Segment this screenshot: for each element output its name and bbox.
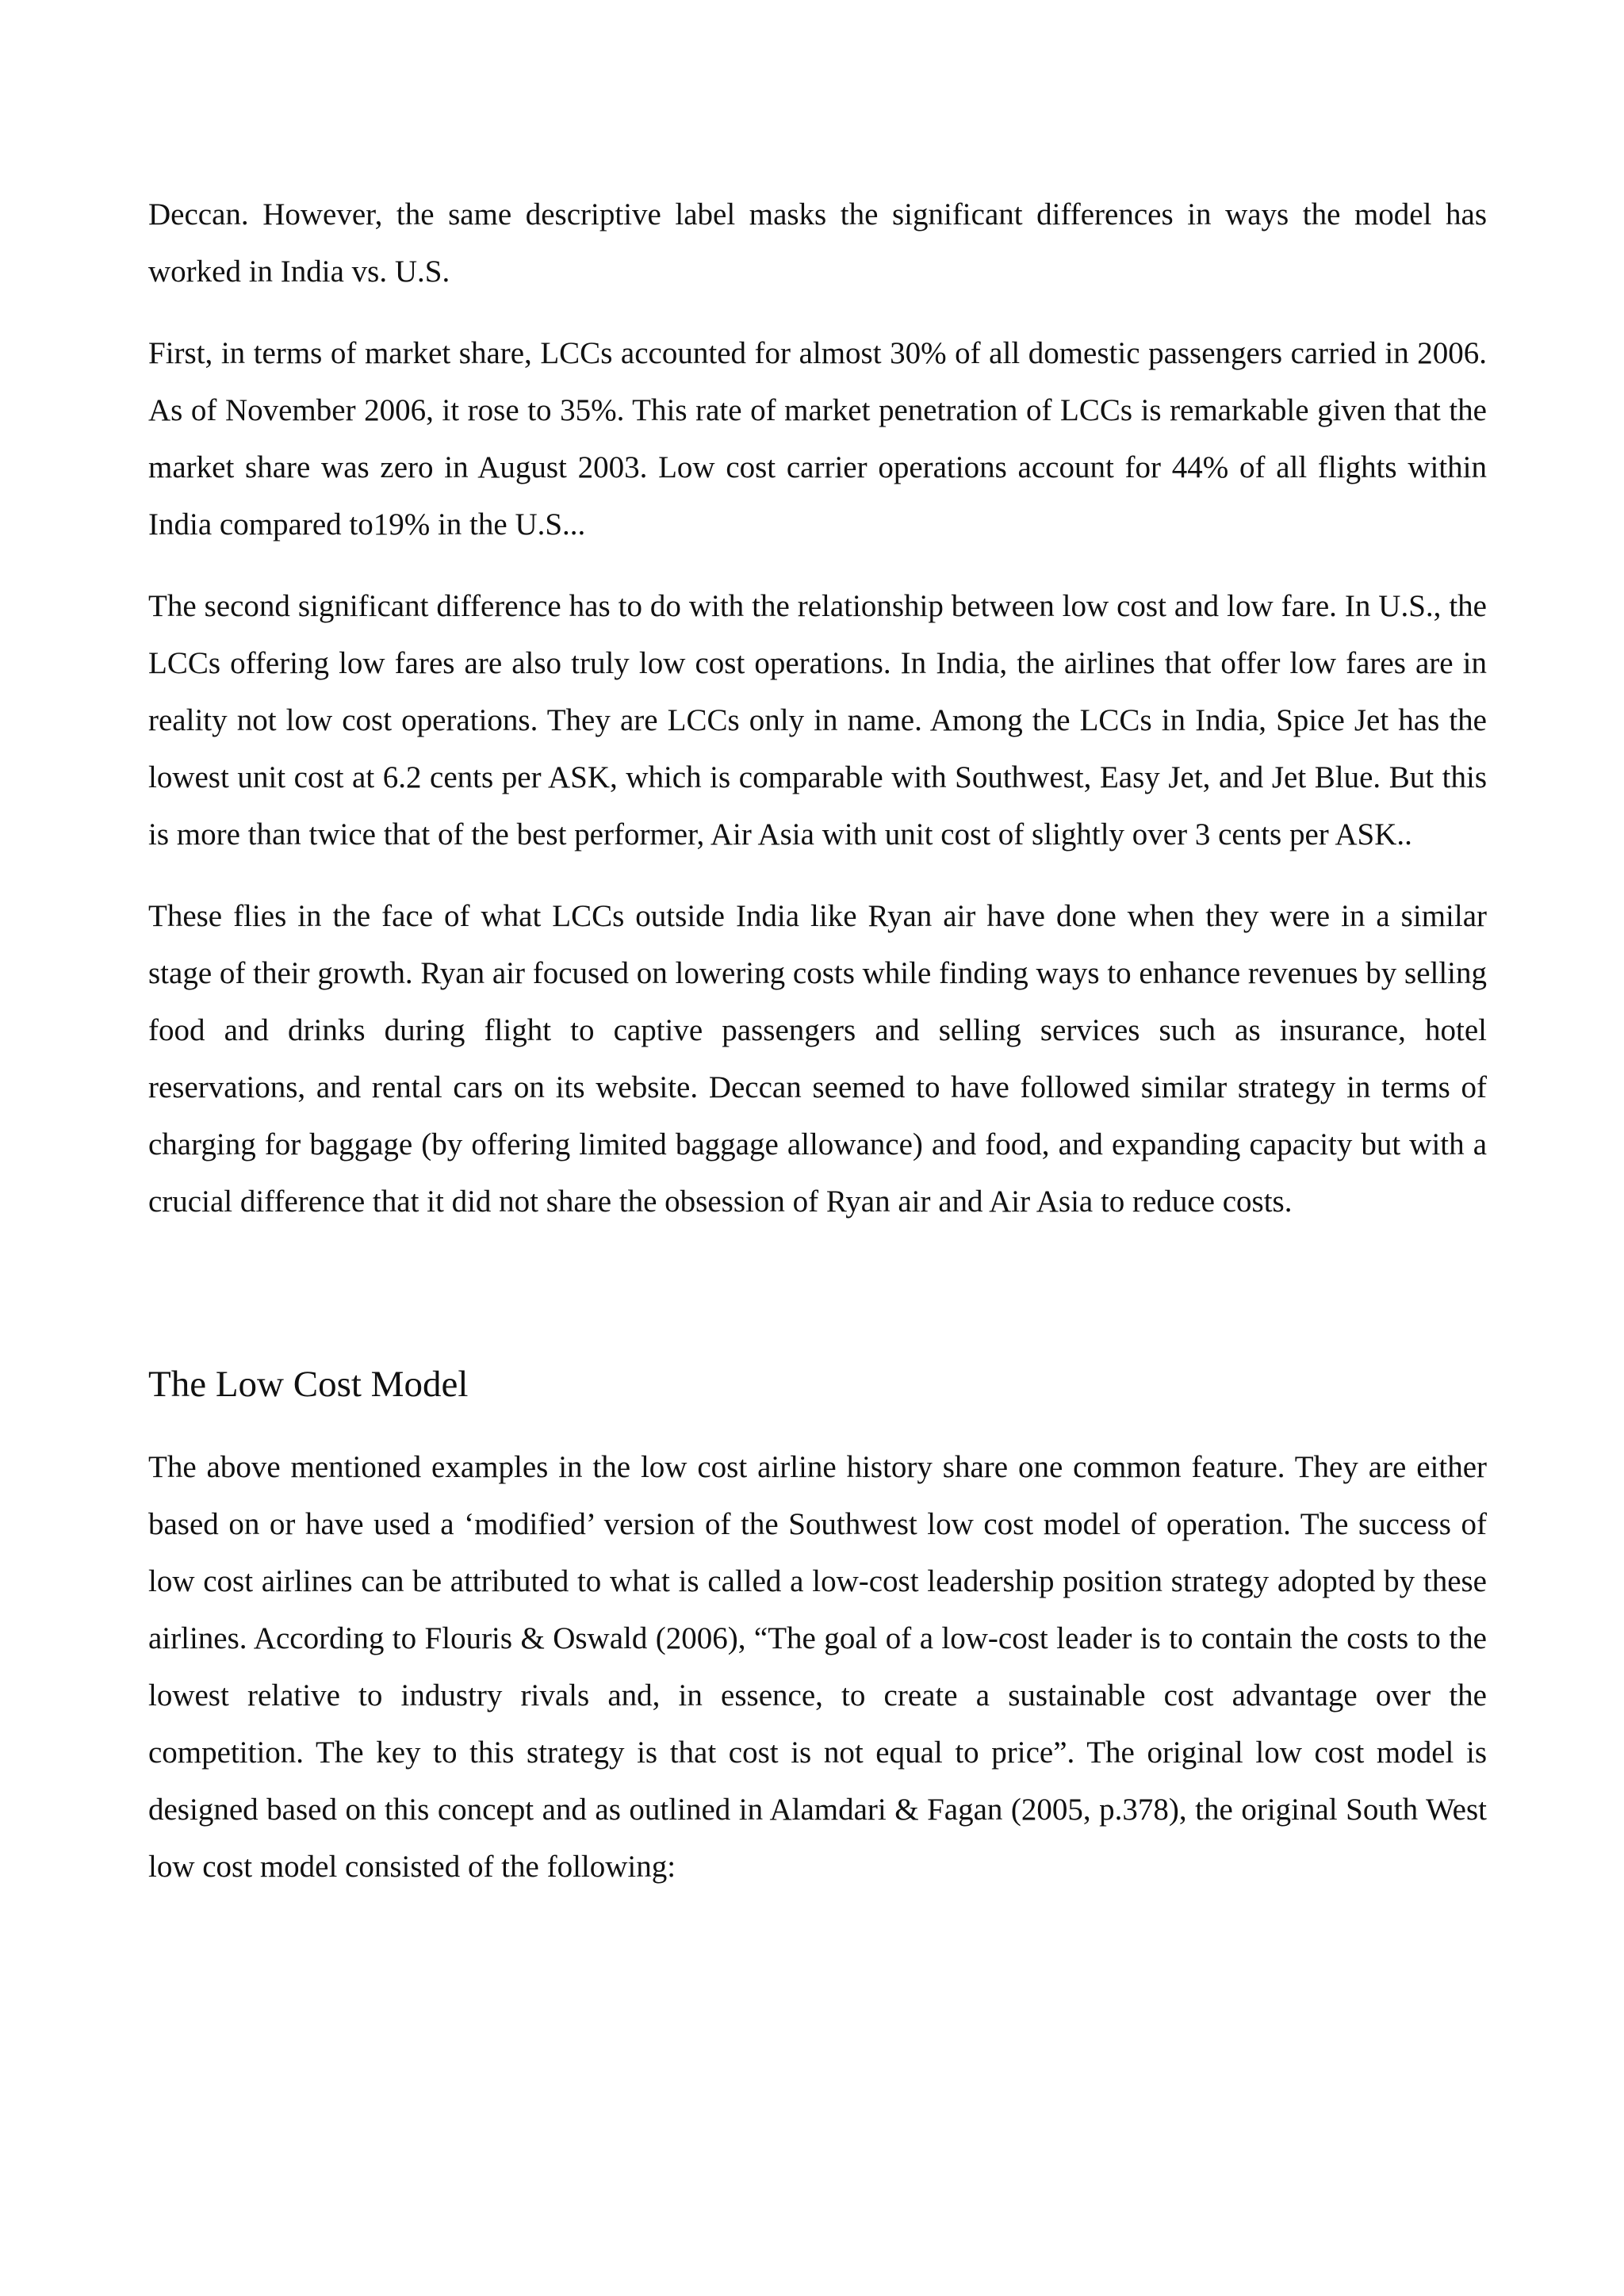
paragraph-ryan-air-comparison: These flies in the face of what LCCs outside India like Ryan air have done when they were in a similar stage of their growth. Ryan air focused on lowering costs while finding ways to enhance revenues by selling food and drinks during flight to captive passengers and selling services such as insurance, hotel reservations, and rental cars on its website. Deccan seemed to have followed similar strategy in terms of charging for baggage (by offering limited baggage allowance) and food, and expanding capacity but with a crucial difference that it did not share the obsession of Ryan air and Air Asia to reduce costs.	[148, 899, 1488, 1219]
paragraph-low-cost-vs-low-fare: The second significant difference has to do with the relationship between low cost and low fare. In U.S., the LCCs offering low fares are also truly low cost operations. In India, the airlines that offer low fares are in reality not low cost operations. They are LCCs only in name. Among the LCCs in India, Spice Jet has the lowest unit cost at 6.2 cents per ASK, which is comparable with Southwest, Easy Jet, and Jet Blue. But this is more than twice that of the best performer, Air Asia with unit cost of slightly over 3 cents per ASK..	[148, 589, 1487, 851]
paragraph-spacer	[148, 553, 1487, 578]
paragraph-spacer	[148, 863, 1487, 888]
document-body	[148, 186, 1487, 1896]
heading-spacer	[148, 1413, 1487, 1439]
paragraph-spacer	[148, 300, 1487, 325]
paragraph-low-cost-model: The above mentioned examples in the low cost airline history share one common feature. They are either based on or have used a ‘modified’ version of the Southwest low cost model of operation. The success of low cost airlines can be attributed to what is called a low-cost leadership position strategy adopted by these airlines. According to Flouris & Oswald (2006), “The goal of a low-cost leader is to contain the costs to the lowest relative to industry rivals and, in essence, to create a sustainable cost advantage over the competition. The key to this strategy is that cost is not equal to price”. The original low cost model is designed based on this concept and as outlined in Alamdari & Fagan (2005, p.378), the original South West low cost model consisted of the following:	[148, 1450, 1487, 1884]
section-heading: The Low Cost Model	[148, 1364, 469, 1405]
paragraph-market-share: First, in terms of market share, LCCs accounted for almost 30% of all domestic passengers carried in 2006. As of November 2006, it rose to 35%. This rate of market penetration of LCCs is remarkable given that the market share was zero in August 2003. Low cost carrier operations account for 44% of all flights within India compared to19% in the U.S...	[148, 336, 1487, 541]
section-spacer	[148, 1230, 1487, 1356]
paragraph-deccan-label: Deccan. However, the same descriptive label masks the significant differences in ways the model has worked in India vs. U.S.	[148, 197, 1487, 289]
